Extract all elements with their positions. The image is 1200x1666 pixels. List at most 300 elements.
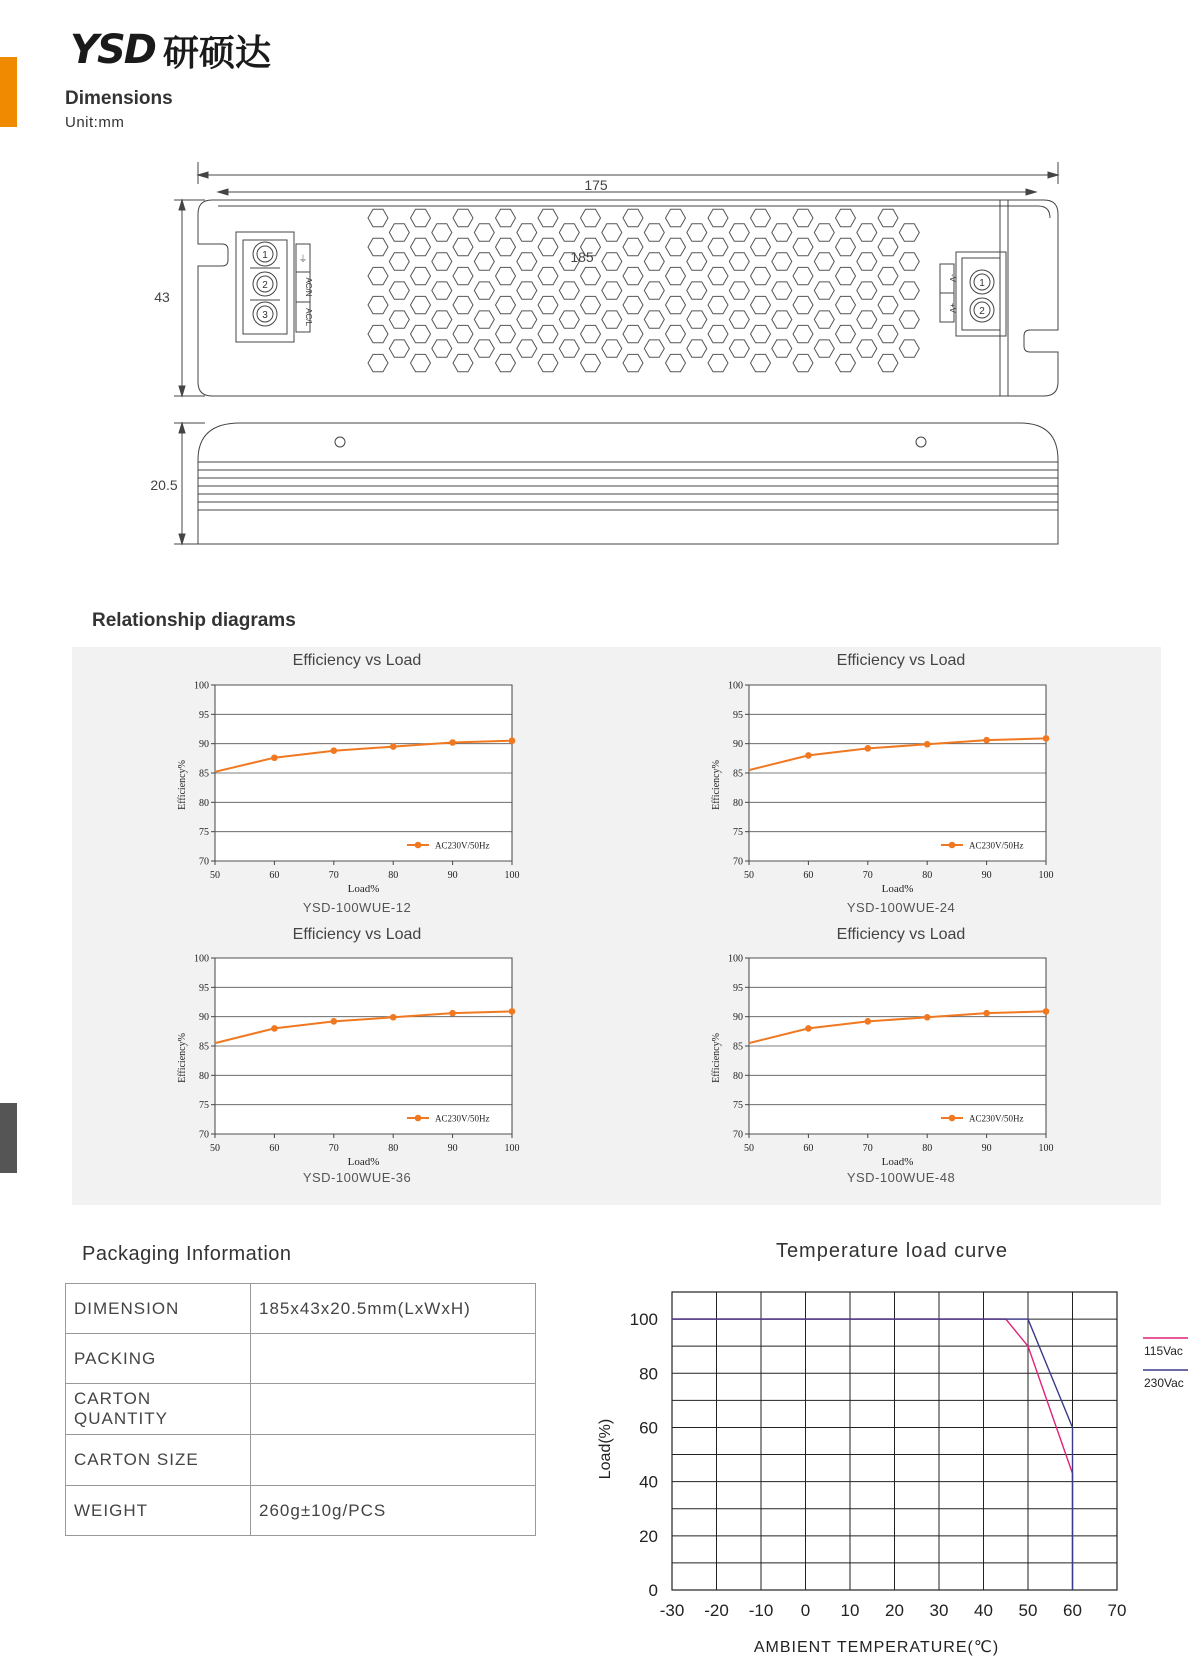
- vent-hole: [368, 267, 388, 284]
- x-tick-label: 90: [447, 1143, 458, 1154]
- vent-hole: [751, 325, 771, 342]
- y-tick-label: 90: [733, 1012, 743, 1024]
- vent-hole: [666, 238, 686, 255]
- relationship-heading: Relationship diagrams: [92, 610, 296, 631]
- y-tick-label: 75: [733, 1100, 743, 1112]
- vent-hole: [878, 267, 898, 284]
- vent-hole: [793, 325, 813, 342]
- vent-hole: [411, 267, 431, 284]
- x-tick-label: 60: [803, 870, 814, 881]
- vent-hole: [432, 311, 452, 328]
- vent-hole: [411, 354, 431, 371]
- dim-43-label: 43: [154, 289, 170, 305]
- vent-hole: [666, 267, 686, 284]
- efficiency-chart-24v: [684, 670, 1064, 900]
- input-pin-label: 2: [262, 280, 268, 291]
- packaging-heading: Packaging Information: [82, 1243, 292, 1265]
- temperature-load-chart: [560, 1270, 1200, 1666]
- x-tick-label: -10: [748, 1601, 774, 1620]
- vent-hole: [836, 209, 856, 226]
- vent-hole: [474, 340, 494, 357]
- vent-hole: [729, 224, 749, 241]
- legend-label: 230Vac: [1144, 1376, 1184, 1390]
- x-tick-label: 100: [1038, 1143, 1054, 1154]
- vent-hole: [474, 253, 494, 270]
- data-point: [983, 1010, 990, 1017]
- y-tick-label: 100: [728, 953, 743, 965]
- packaging-value: 185x43x20.5mm(LxWxH): [251, 1284, 536, 1334]
- vent-hole: [729, 253, 749, 270]
- data-point: [449, 739, 456, 746]
- y-tick-label: 0: [648, 1581, 658, 1600]
- y-tick-label: 80: [639, 1364, 658, 1384]
- chart-title: Efficiency vs Load: [292, 652, 422, 669]
- vent-hole: [857, 253, 877, 270]
- y-axis-label: Load(%): [597, 1418, 614, 1480]
- vent-hole: [411, 209, 431, 226]
- vent-hole: [878, 325, 898, 342]
- vent-hole: [368, 296, 388, 313]
- vent-hole: [602, 224, 622, 241]
- vent-hole: [496, 238, 516, 255]
- chart-model-name: YSD-100WUE-12: [302, 900, 412, 915]
- vent-hole: [623, 238, 643, 255]
- vent-hole: [836, 267, 856, 284]
- vent-hole: [432, 224, 452, 241]
- y-tick-label: 20: [639, 1526, 658, 1546]
- y-tick-label: 90: [733, 739, 743, 751]
- vent-hole: [793, 267, 813, 284]
- data-point: [983, 737, 990, 744]
- x-tick-label: 50: [210, 870, 220, 881]
- vent-hole: [517, 311, 537, 328]
- vent-hole: [368, 209, 388, 226]
- vent-hole: [602, 282, 622, 299]
- vent-hole: [793, 296, 813, 313]
- data-point: [924, 1014, 931, 1021]
- output-pin-label: 2: [979, 306, 985, 317]
- y-tick-label: 80: [733, 1070, 743, 1082]
- brand-name-cn: 研硕达: [162, 32, 271, 74]
- vent-hole: [878, 354, 898, 371]
- legend-label: AC230V/50Hz: [435, 840, 490, 851]
- y-tick-label: 90: [199, 1012, 209, 1024]
- table-row: [66, 1486, 536, 1536]
- vent-hole: [644, 253, 664, 270]
- vent-hole: [368, 238, 388, 255]
- packaging-value: 260g±10g/PCS: [251, 1486, 536, 1536]
- x-tick-label: 100: [504, 1143, 520, 1154]
- vent-hole: [368, 325, 388, 342]
- output-pin-label: 1: [979, 278, 985, 289]
- vent-hole: [432, 282, 452, 299]
- vent-hole: [581, 267, 601, 284]
- vent-hole: [411, 238, 431, 255]
- x-tick-label: 100: [1038, 870, 1054, 881]
- vent-hole: [857, 282, 877, 299]
- packaging-label: DIMENSION: [66, 1284, 251, 1334]
- vent-hole: [644, 340, 664, 357]
- x-tick-label: 90: [981, 1143, 992, 1154]
- vent-hole: [708, 296, 728, 313]
- vent-hole: [559, 224, 579, 241]
- x-axis-label: AMBIENT TEMPERATURE(℃): [753, 1639, 1000, 1656]
- y-tick-label: 85: [733, 768, 743, 780]
- dimensions-unit: Unit:mm: [65, 114, 125, 131]
- vent-hole: [432, 253, 452, 270]
- dimensions-heading: Dimensions: [65, 88, 173, 109]
- temperature-heading: Temperature load curve: [775, 1240, 1009, 1262]
- vent-hole: [793, 238, 813, 255]
- vent-hole: [687, 224, 707, 241]
- vent-hole: [581, 354, 601, 371]
- heatsink-fins: [198, 462, 1058, 510]
- vent-hole: [602, 340, 622, 357]
- vent-hole: [496, 354, 516, 371]
- x-tick-label: 10: [840, 1601, 860, 1620]
- vent-hole: [581, 209, 601, 226]
- vent-hole: [814, 340, 834, 357]
- vent-hole: [559, 311, 579, 328]
- packaging-label: CARTON QUANTITY: [66, 1384, 251, 1435]
- vent-hole: [814, 253, 834, 270]
- legend-label: 115Vac: [1144, 1344, 1183, 1358]
- table-row: [66, 1435, 536, 1486]
- vent-hole: [389, 282, 409, 299]
- vent-hole: [751, 267, 771, 284]
- vent-hole: [559, 340, 579, 357]
- y-tick-label: 90: [199, 739, 209, 751]
- brand-logo: [70, 28, 271, 72]
- x-tick-label: -30: [659, 1601, 685, 1620]
- data-point: [1043, 735, 1050, 742]
- vent-hole: [772, 282, 792, 299]
- x-tick-label: 90: [447, 870, 458, 881]
- x-tick-label: 40: [974, 1601, 993, 1620]
- vent-hole: [729, 311, 749, 328]
- y-axis-label: Efficiency%: [177, 1033, 188, 1083]
- data-point: [865, 1018, 872, 1025]
- x-axis-label: Load%: [881, 883, 914, 895]
- vent-hole: [772, 340, 792, 357]
- legend-marker: [415, 842, 422, 849]
- acl-label: AC/L: [304, 308, 313, 326]
- vent-hole: [836, 354, 856, 371]
- vent-hole: [538, 209, 558, 226]
- x-tick-label: 70: [862, 1143, 873, 1154]
- vent-hole: [666, 325, 686, 342]
- x-tick-label: 80: [922, 870, 933, 881]
- vent-hole: [899, 253, 919, 270]
- vent-hole: [899, 224, 919, 241]
- vent-hole: [729, 340, 749, 357]
- vent-hole: [368, 354, 388, 371]
- vent-hole: [666, 296, 686, 313]
- vent-hole: [581, 325, 601, 342]
- vent-hole: [899, 340, 919, 357]
- x-tick-label: 60: [269, 870, 280, 881]
- vent-hole: [751, 238, 771, 255]
- legend-label: AC230V/50Hz: [969, 1113, 1024, 1124]
- vent-hole: [538, 325, 558, 342]
- y-tick-label: 80: [733, 797, 743, 809]
- vent-hole: [432, 340, 452, 357]
- dim-175-label: 175: [584, 177, 608, 193]
- x-tick-label: 30: [929, 1601, 949, 1620]
- brand-mark: YSD: [70, 27, 155, 73]
- y-axis-label: Efficiency%: [711, 1033, 722, 1083]
- y-tick-label: 95: [733, 982, 743, 994]
- ground-symbol: ⏚: [298, 254, 308, 264]
- data-point: [271, 1025, 278, 1032]
- data-point: [331, 747, 338, 754]
- vent-hole: [453, 354, 473, 371]
- vent-hole: [772, 253, 792, 270]
- vent-hole: [793, 354, 813, 371]
- y-axis-label: Efficiency%: [711, 760, 722, 810]
- y-tick-label: 40: [639, 1472, 658, 1492]
- y-tick-label: 80: [199, 797, 209, 809]
- vent-hole: [772, 224, 792, 241]
- vent-hole: [453, 209, 473, 226]
- x-axis-label: Load%: [881, 1156, 914, 1168]
- input-pin-label: 3: [262, 310, 268, 321]
- table-row: [66, 1384, 536, 1435]
- vent-hole: [559, 282, 579, 299]
- legend-label: AC230V/50Hz: [969, 840, 1024, 851]
- vent-hole: [602, 253, 622, 270]
- table-row: [66, 1284, 536, 1334]
- vent-hole: [836, 296, 856, 313]
- vent-hole: [517, 340, 537, 357]
- data-point: [805, 1025, 812, 1032]
- x-tick-label: 70: [1107, 1601, 1127, 1620]
- chart-title: Efficiency vs Load: [836, 926, 966, 943]
- y-tick-label: 70: [733, 856, 743, 868]
- vent-hole: [687, 311, 707, 328]
- packaging-value: [251, 1384, 536, 1435]
- y-tick-label: 95: [733, 709, 743, 721]
- vent-hole: [474, 282, 494, 299]
- y-tick-label: 70: [199, 856, 209, 868]
- vent-hole: [389, 311, 409, 328]
- chart-model-name: YSD-100WUE-24: [846, 900, 956, 915]
- data-point: [865, 745, 872, 752]
- packaging-label: CARTON SIZE: [66, 1435, 251, 1486]
- legend-marker: [949, 842, 956, 849]
- x-tick-label: 50: [744, 870, 754, 881]
- data-point: [390, 743, 397, 750]
- x-tick-label: 60: [1063, 1601, 1082, 1620]
- acn-label: AC/N: [304, 277, 313, 297]
- y-tick-label: 75: [199, 827, 209, 839]
- vent-hole: [496, 267, 516, 284]
- y-tick-label: 100: [194, 953, 209, 965]
- y-tick-label: 85: [733, 1041, 743, 1053]
- vent-hole: [389, 253, 409, 270]
- input-pin-label: 1: [262, 250, 268, 261]
- vent-hole: [878, 296, 898, 313]
- x-tick-label: 50: [1018, 1601, 1038, 1620]
- packaging-value: [251, 1435, 536, 1486]
- y-tick-label: 70: [733, 1129, 743, 1141]
- x-tick-label: -20: [704, 1601, 729, 1620]
- vent-hole: [708, 238, 728, 255]
- vent-hole: [772, 311, 792, 328]
- vent-hole: [708, 325, 728, 342]
- data-point: [509, 1008, 516, 1015]
- data-point: [805, 752, 812, 759]
- data-point: [271, 754, 278, 761]
- vent-hole: [623, 296, 643, 313]
- vent-hole: [899, 282, 919, 299]
- y-tick-label: 70: [199, 1129, 209, 1141]
- vent-hole: [708, 209, 728, 226]
- minus-v-label: -V: [948, 274, 957, 282]
- x-tick-label: 0: [800, 1601, 811, 1620]
- vent-hole: [474, 224, 494, 241]
- efficiency-chart-12v: [150, 670, 530, 900]
- vent-hole: [411, 296, 431, 313]
- vent-hole: [623, 209, 643, 226]
- data-point: [509, 737, 516, 744]
- vent-hole: [453, 296, 473, 313]
- vent-hole: [708, 354, 728, 371]
- vent-hole: [644, 311, 664, 328]
- vent-hole: [453, 325, 473, 342]
- table-row: [66, 1334, 536, 1384]
- vent-hole: [878, 238, 898, 255]
- vent-hole: [687, 340, 707, 357]
- y-tick-label: 75: [199, 1100, 209, 1112]
- chart-title: Efficiency vs Load: [836, 652, 966, 669]
- data-point: [924, 741, 931, 748]
- vent-hole: [836, 325, 856, 342]
- x-axis-label: Load%: [347, 883, 380, 895]
- packaging-value: [251, 1334, 536, 1384]
- vent-hole: [602, 311, 622, 328]
- x-tick-label: 50: [210, 1143, 220, 1154]
- x-tick-label: 80: [922, 1143, 933, 1154]
- efficiency-chart-36v: [150, 943, 530, 1173]
- side-accent-bar: [0, 57, 17, 127]
- chart-title: Efficiency vs Load: [292, 926, 422, 943]
- chart-model-name: YSD-100WUE-36: [302, 1170, 412, 1185]
- y-axis-label: Efficiency%: [177, 760, 188, 810]
- x-tick-label: 80: [388, 870, 399, 881]
- vent-hole: [517, 224, 537, 241]
- x-axis-label: Load%: [347, 1156, 380, 1168]
- y-tick-label: 85: [199, 1041, 209, 1053]
- packaging-label: PACKING: [66, 1334, 251, 1384]
- side-gray-bar: [0, 1103, 17, 1173]
- legend-marker: [415, 1115, 422, 1122]
- dim-20-5-label: 20.5: [150, 477, 178, 493]
- legend-marker: [949, 1115, 956, 1122]
- vent-hole: [751, 296, 771, 313]
- vent-hole: [453, 267, 473, 284]
- x-tick-label: 70: [328, 1143, 339, 1154]
- vent-hole: [729, 282, 749, 299]
- vent-hole: [687, 253, 707, 270]
- vent-hole: [517, 282, 537, 299]
- vent-hole: [538, 354, 558, 371]
- x-tick-label: 60: [269, 1143, 280, 1154]
- vent-hole: [496, 296, 516, 313]
- data-point: [331, 1018, 338, 1025]
- vent-hole: [687, 282, 707, 299]
- vent-hole: [538, 267, 558, 284]
- dimension-drawing: [0, 150, 1200, 550]
- vent-hole: [814, 311, 834, 328]
- x-tick-label: 20: [885, 1601, 904, 1620]
- data-point: [390, 1014, 397, 1021]
- vent-hole: [474, 311, 494, 328]
- vent-hole: [496, 325, 516, 342]
- ventilation-hex-grid: [368, 209, 919, 371]
- vent-hole: [814, 282, 834, 299]
- vent-hole: [496, 209, 516, 226]
- packaging-table: [65, 1283, 536, 1536]
- vent-hole: [538, 296, 558, 313]
- x-tick-label: 100: [504, 870, 520, 881]
- vent-hole: [666, 354, 686, 371]
- y-tick-label: 75: [733, 827, 743, 839]
- x-tick-label: 70: [328, 870, 339, 881]
- vent-hole: [857, 340, 877, 357]
- legend-label: AC230V/50Hz: [435, 1113, 490, 1124]
- chart-model-name: YSD-100WUE-48: [846, 1170, 956, 1185]
- vent-hole: [581, 296, 601, 313]
- dim-185-label: 185: [570, 249, 594, 265]
- y-tick-label: 85: [199, 768, 209, 780]
- x-tick-label: 60: [803, 1143, 814, 1154]
- y-tick-label: 100: [728, 680, 743, 692]
- y-tick-label: 100: [629, 1310, 658, 1330]
- vent-hole: [517, 253, 537, 270]
- y-tick-label: 100: [194, 680, 209, 692]
- vent-hole: [857, 224, 877, 241]
- vent-hole: [623, 354, 643, 371]
- vent-hole: [878, 209, 898, 226]
- efficiency-chart-48v: [684, 943, 1064, 1173]
- vent-hole: [644, 224, 664, 241]
- x-tick-label: 80: [388, 1143, 399, 1154]
- plus-v-label: +V: [948, 302, 957, 314]
- vent-hole: [857, 311, 877, 328]
- vent-hole: [389, 224, 409, 241]
- x-tick-label: 50: [744, 1143, 754, 1154]
- vent-hole: [814, 224, 834, 241]
- vent-hole: [389, 340, 409, 357]
- vent-hole: [899, 311, 919, 328]
- x-tick-label: 90: [981, 870, 992, 881]
- y-tick-label: 80: [199, 1070, 209, 1082]
- vent-hole: [538, 238, 558, 255]
- vent-hole: [836, 238, 856, 255]
- data-point: [449, 1010, 456, 1017]
- y-tick-label: 95: [199, 982, 209, 994]
- data-point: [1043, 1008, 1050, 1015]
- vent-hole: [644, 282, 664, 299]
- vent-hole: [708, 267, 728, 284]
- x-tick-label: 70: [862, 870, 873, 881]
- vent-hole: [623, 325, 643, 342]
- vent-hole: [411, 325, 431, 342]
- y-tick-label: 95: [199, 709, 209, 721]
- y-tick-label: 60: [639, 1418, 658, 1438]
- packaging-label: WEIGHT: [66, 1486, 251, 1536]
